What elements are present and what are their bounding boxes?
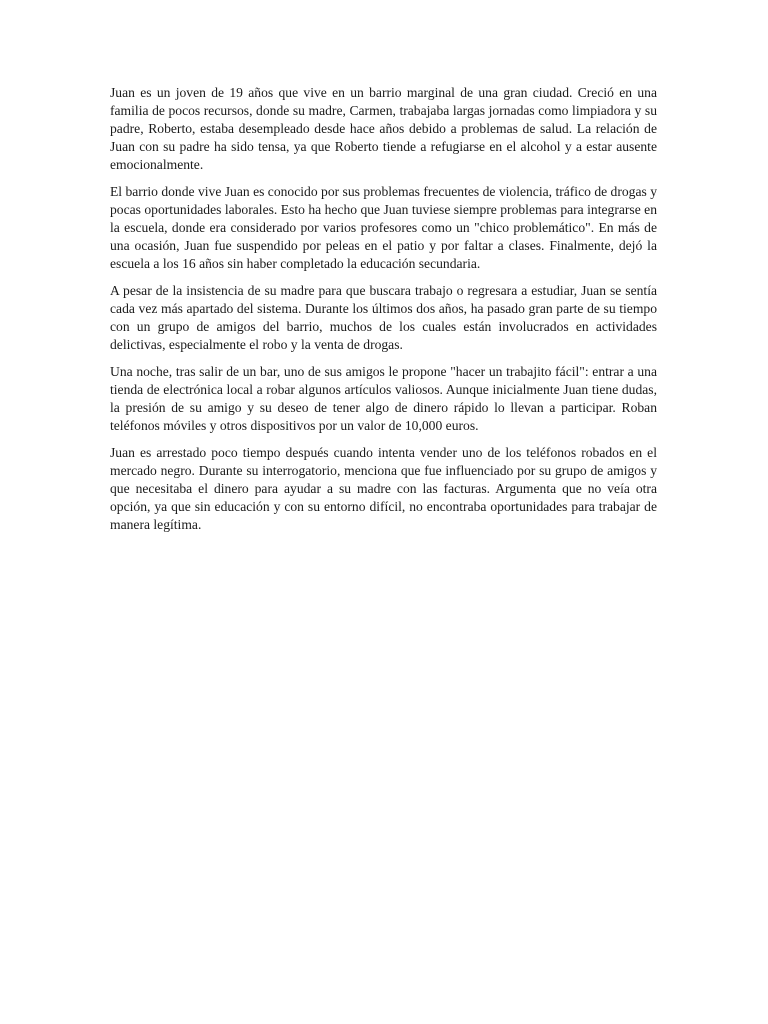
paragraph-2: El barrio donde vive Juan es conocido por sus problemas frecuentes de violencia, tráfico de drogas y pocas oportunidades laborales. Esto ha hecho que Juan tuviese siempre problemas para integrarse en la escuela, donde era considerado por varios profesores como un "chico problemático". En más de una ocasión, Juan fue suspendido por peleas en el patio y por faltar a clases. Finalmente, dejó la escuela a los 16 años sin haber completado la educación secundaria.	[110, 184, 657, 271]
paragraph-3: A pesar de la insistencia de su madre para que buscara trabajo o regresara a estudiar, Juan se sentía cada vez más apartado del sistema. Durante los últimos dos años, ha pasado gran parte de su tiempo con un grupo de amigos del barrio, muchos de los cuales están involucrados en actividades delictivas, especialmente el robo y la venta de drogas.	[110, 283, 657, 352]
paragraph-5: Juan es arrestado poco tiempo después cuando intenta vender uno de los teléfonos robados en el mercado negro. Durante su interrogatorio, menciona que fue influenciado por su grupo de amigos y que necesitaba el dinero para ayudar a su madre con las facturas. Argumenta que no veía otra opción, ya que sin educación y con su entorno difícil, no encontraba oportunidades para trabajar de manera legítima.	[110, 445, 657, 532]
document-body	[110, 84, 657, 543]
paragraph-4: Una noche, tras salir de un bar, uno de sus amigos le propone "hacer un trabajito fácil": entrar a una tienda de electrónica local a robar algunos artículos valiosos. Aunque inicialmente Juan tiene dudas, la presión de su amigo y su deseo de tener algo de dinero rápido lo llevan a participar. Roban teléfonos móviles y otros dispositivos por un valor de 10,000 euros.	[110, 364, 657, 433]
paragraph-1: Juan es un joven de 19 años que vive en un barrio marginal de una gran ciudad. Creció en una familia de pocos recursos, donde su madre, Carmen, trabajaba largas jornadas como limpiadora y su padre, Roberto, estaba desempleado desde hace años debido a problemas de salud. La relación de Juan con su padre ha sido tensa, ya que Roberto tiende a refugiarse en el alcohol y a estar ausente emocionalmente.	[110, 85, 657, 172]
